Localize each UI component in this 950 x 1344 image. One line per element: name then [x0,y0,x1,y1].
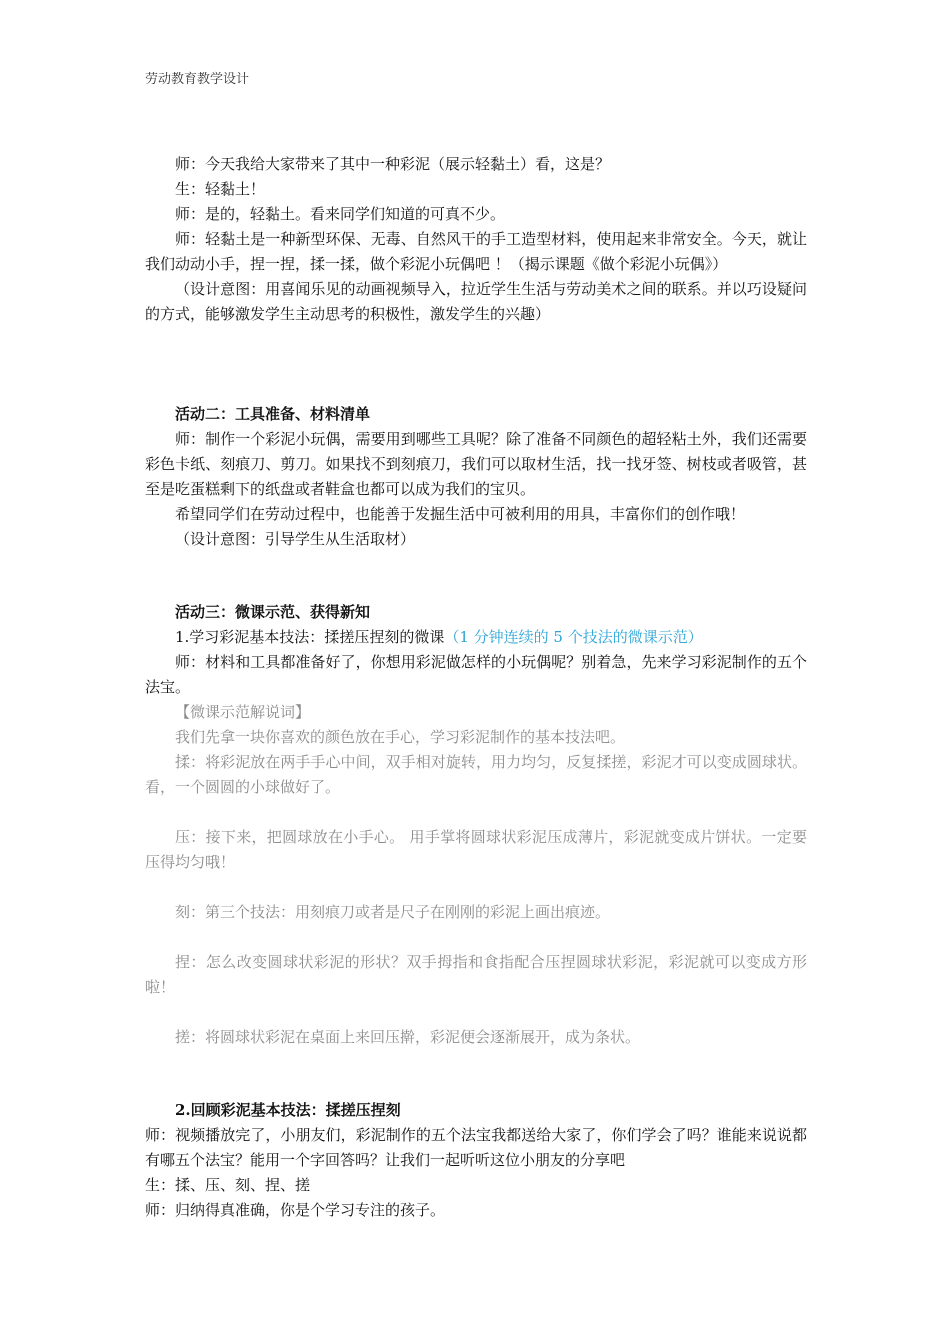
technique-carve: 刻：第三个技法：用刻痕刀或者是尺子在刚刚的彩泥上画出痕迹。 [175,903,611,921]
narration-intro: 我们先拿一块你喜欢的颜色放在手心，学习彩泥制作的基本技法吧。 [175,728,626,746]
review-title: 2.回顾彩泥基本技法：揉搓压捏刻 [175,1101,401,1119]
intro-section [145,152,807,327]
subsection-one-note: （1 分钟连续的 5 个技法的微课示范） [444,628,703,646]
page-header: 劳动教育教学设计 [145,72,250,87]
design-intent-note: （设计意图：用喜闻乐见的动画视频导入，拉近学生生活与劳动美术之间的联系。并以巧设疑问的方式，能够激发学生主动思考的积极性，激发学生的兴趣） [145,280,807,323]
activity-three-title: 活动三：微课示范、获得新知 [175,603,371,621]
technique-pinch: 捏：怎么改变圆球状彩泥的形状？双手拇指和食指配合压捏圆球状彩泥，彩泥就可以变成方形啦！ [145,953,807,996]
activity-two-title: 活动二：工具准备、材料清单 [175,405,371,423]
technique-roll: 搓：将圆球状彩泥在桌面上来回压擀，彩泥便会逐渐展开，成为条状。 [175,1028,641,1046]
dialogue-line: 师：视频播放完了，小朋友们，彩泥制作的五个法宝我都送给大家了，你们学会了吗？谁能来说说都有哪五个法宝？能用一个字回答吗？让我们一起听听这位小朋友的分享吧 [145,1126,807,1169]
dialogue-line: 师：是的，轻黏土。看来同学们知道的可真不少。 [175,205,506,223]
technique-press: 压：接下来，把圆球放在小手心。 用手掌将圆球状彩泥压成薄片，彩泥就变成片饼状。一定要压得均匀哦！ [145,828,807,871]
paragraph: 希望同学们在劳动过程中，也能善于发掘生活中可被利用的用具，丰富你们的创作哦！ [175,505,746,523]
subsection-one-heading [145,625,807,650]
teacher-line: 师：材料和工具都准备好了，你想用彩泥做怎样的小玩偶呢？别着急，先来学习彩泥制作的五个法宝。 [145,653,807,696]
activity-two-section [145,402,807,552]
activity-three-section [145,600,807,1050]
dialogue-line: 师：归纳得真准确，你是个学习专注的孩子。 [145,1201,446,1219]
review-section [145,1098,807,1223]
design-intent-note: （设计意图：引导学生从生活取材） [175,530,416,548]
paragraph: 师：制作一个彩泥小玩偶，需要用到哪些工具呢？除了准备不同颜色的超轻粘土外，我们还需要彩色卡纸、刻痕刀、剪刀。如果找不到刻痕刀，我们可以取材生活，找一找牙签、树枝或者吸管，甚至是吃蛋糕剩下的纸盘或者鞋盒也都可以成为我们的宝贝。 [145,430,807,498]
dialogue-line: 师：今天我给大家带来了其中一种彩泥（展示轻黏土）看，这是？ [175,155,611,173]
dialogue-line: 生：轻黏土！ [175,180,266,198]
subsection-one-title: 1.学习彩泥基本技法：揉搓压捏刻的微课 [175,628,445,646]
technique-rub: 揉：将彩泥放在两手手心中间，双手相对旋转，用力均匀，反复揉搓，彩泥才可以变成圆球状。看，一个圆圆的小球做好了。 [145,753,807,796]
dialogue-line: 生：揉、压、刻、捏、搓 [145,1176,311,1194]
narration-title: 【微课示范解说词】 [175,703,311,721]
dialogue-line: 师：轻黏土是一种新型环保、无毒、自然风干的手工造型材料，使用起来非常安全。今天，就让我们动动小手，捏一捏，揉一揉，做个彩泥小玩偶吧 ！（揭示课题《做个彩泥小玩偶》） [145,230,807,273]
